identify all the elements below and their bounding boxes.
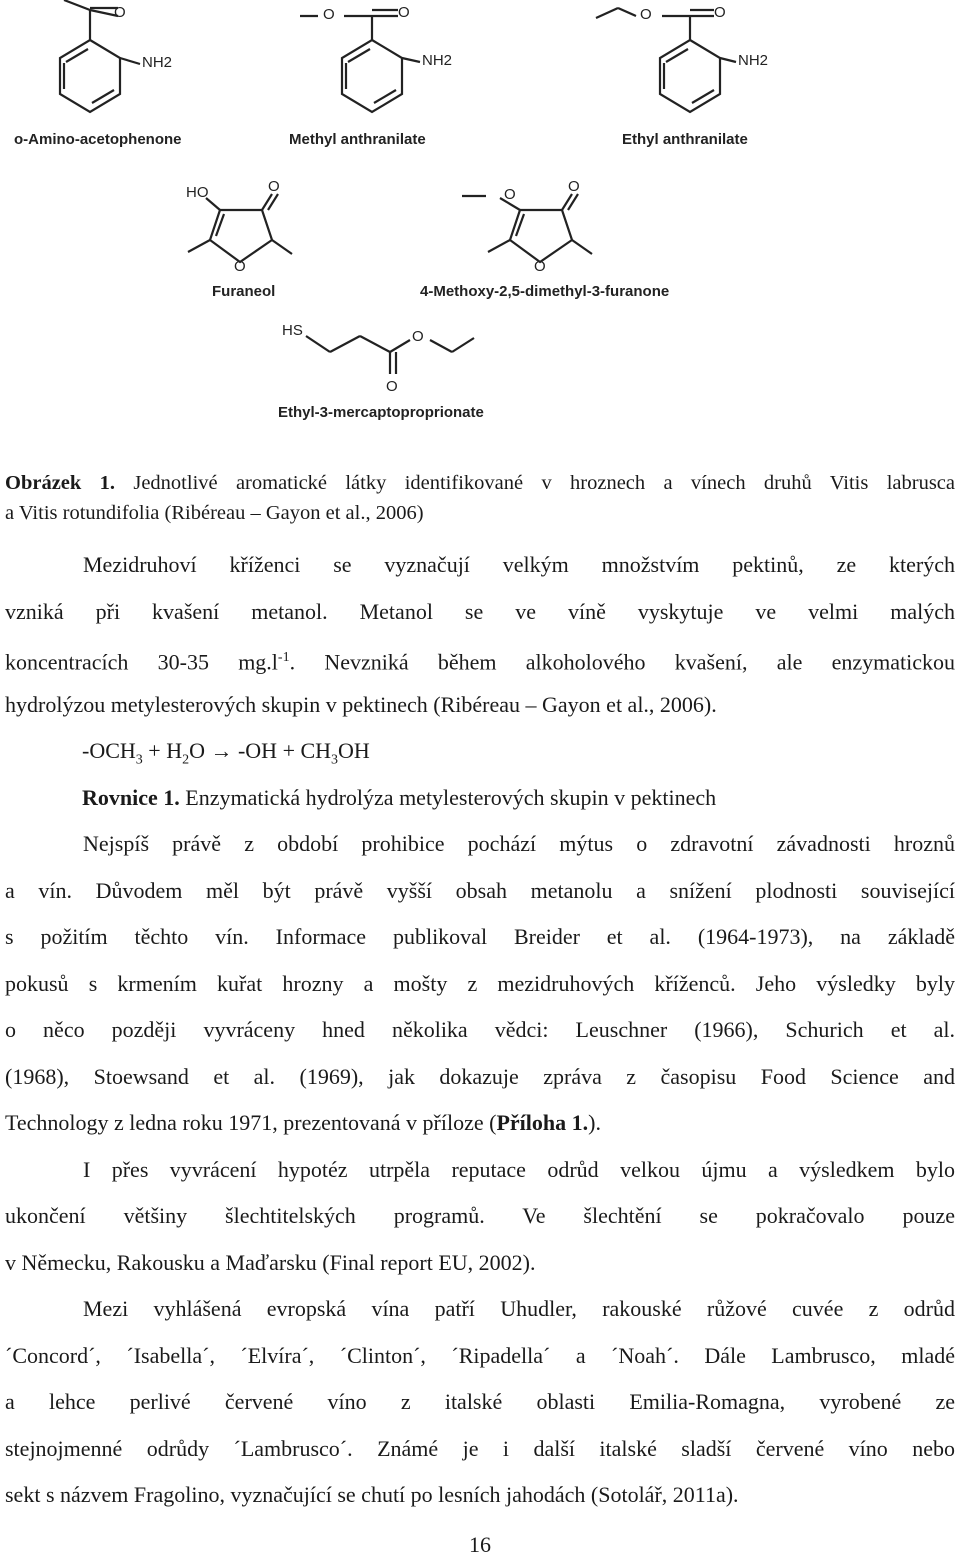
paragraph-4-line-1: Mezi vyhlášená evropská vína patří Uhudler, rakouské růžové cuvée z odrůd [83, 1296, 955, 1321]
subscript: 3 [331, 752, 339, 768]
text-span: . Nevzniká během alkoholového kvašení, ale enzymatickou [289, 649, 955, 675]
subscript: 3 [135, 752, 143, 768]
paragraph-3-line-1: I přes vyvrácení hypotéz utrpěla reputace odrůd velkou újmu a výsledkem bylo [83, 1157, 955, 1182]
compound-name-ethyl-mercaptoproprionate: Ethyl-3-mercaptoproprionate [278, 404, 484, 421]
atom-label: HO [186, 184, 209, 201]
atom-label: O [412, 328, 424, 345]
atom-label: O [386, 378, 398, 395]
paragraph-2-line-4: pokusů s krmením kuřat hrozny a mošty z mezidruhových kříženců. Jeho výsledky byly [5, 971, 955, 996]
paragraph-1-line-2: vzniká při kvašení metanol. Metanol se ve víně vyskytuje ve velmi malých [5, 599, 955, 624]
atom-label: NH2 [142, 54, 173, 71]
page-number: 16 [469, 1532, 491, 1557]
compound-name-o-amino-acetophenone: o-Amino-acetophenone [14, 131, 182, 148]
ethyl-anthranilate-structure [596, 8, 736, 112]
compound-name-ethyl-anthranilate: Ethyl anthranilate [622, 131, 748, 148]
text-span: OH [338, 738, 370, 763]
paragraph-3-line-2: ukončení většiny šlechtitelských programů. Ve šlechtění se pokračovalo pouze [5, 1203, 955, 1228]
paragraph-4-line-4: stejnojmenné odrůdy ´Lambrusco´. Známé je i další italské sladší červené víno nebo [5, 1436, 955, 1461]
paragraph-3-line-3: v Německu, Rakousku a Maďarsku (Final report EU, 2002). [5, 1250, 536, 1275]
atom-label: O [114, 4, 126, 21]
atom-label: O [234, 258, 246, 275]
paragraph-4-line-5: sekt s názvem Fragolino, vyznačující se chutí po lesních jahodách (Sotolář, 2011a). [5, 1482, 739, 1507]
superscript: -1 [277, 650, 290, 665]
paragraph-2-line-2: a vín. Důvodem měl být právě vyšší obsah metanolu a snížení plodnosti související [5, 878, 955, 903]
figure-caption-text: Jednotlivé aromatické látky identifikované v hroznech a vínech druhů Vitis labrusca [133, 472, 955, 494]
atom-label: O [640, 6, 652, 23]
paragraph-1-line-4: hydrolýzou metylesterových skupin v pektinech (Ribéreau – Gayon et al., 2006). [5, 692, 717, 717]
text-span: koncentracích 30-35 mg.l [5, 649, 278, 675]
atom-label: O [398, 4, 410, 21]
compound-name-furaneol: Furaneol [212, 283, 276, 300]
atom-label: HS [282, 322, 303, 339]
text-span: ). [588, 1110, 601, 1135]
paragraph-2-line-6: (1968), Stoewsand et al. (1969), jak dokazuje zpráva z časopisu Food Science and [5, 1064, 955, 1089]
paragraph-4-line-2: ´Concord´, ´Isabella´, ´Elvíra´, ´Clinton´, ´Ripadella´ a ´Noah´. Dále Lambrusco, mladé [5, 1343, 955, 1368]
equation [82, 738, 370, 768]
atom-label: O [534, 258, 546, 275]
text-span: + H [142, 738, 183, 763]
equation-caption [82, 785, 716, 811]
equation-caption-text: Enzymatická hydrolýza metylesterových skupin v pektinech [185, 785, 717, 810]
chemical-structures-figure [0, 0, 960, 440]
methoxy-furanone-structure [462, 194, 592, 262]
figure-caption-line-2: a Vitis rotundifolia (Ribéreau – Gayon et al., 2006) [5, 502, 424, 524]
o-amino-acetophenone-structure [60, 0, 140, 112]
atom-label: NH2 [738, 52, 769, 69]
methyl-anthranilate-structure [300, 10, 420, 112]
equation-label: Rovnice 1. [82, 785, 180, 810]
compound-name-methyl-anthranilate: Methyl anthranilate [289, 131, 426, 148]
paragraph-2-line-7 [5, 1100, 955, 1146]
ethyl-mercaptoproprionate-structure [306, 336, 474, 374]
paragraph-2-line-3: s požitím těchto vín. Informace publikoval Breider et al. (1964-1973), na základě [5, 924, 955, 949]
atom-label: O [568, 178, 580, 195]
atom-label: NH2 [422, 52, 453, 69]
atom-label: O [504, 186, 516, 203]
subscript: 2 [182, 752, 190, 768]
atom-label: O [268, 178, 280, 195]
paragraph-1-line-1: Mezidruhoví kříženci se vyznačují velkým množstvím pektinů, ze kterých [83, 552, 955, 577]
text-span: -OCH [82, 738, 136, 763]
furaneol-structure [188, 194, 292, 262]
figure-caption-label: Obrázek 1. [5, 472, 116, 494]
paragraph-4-line-3: a lehce perlivé červené víno z italské oblasti Emilia-Romagna, vyrobené ze [5, 1389, 955, 1414]
atom-label: O [323, 6, 335, 23]
compound-name-methoxy-furanone: 4-Methoxy-2,5-dimethyl-3-furanone [420, 283, 670, 300]
appendix-reference: Příloha 1. [496, 1110, 589, 1135]
paragraph-2-line-1: Nejspíš právě z období prohibice pochází mýtus o zdravotní závadnosti hroznů [83, 831, 955, 856]
figure-caption-line-1 [5, 469, 955, 498]
atom-label: O [714, 4, 726, 21]
text-span: Technology z ledna roku 1971, prezentovaná v příloze ( [5, 1110, 497, 1135]
paragraph-1-line-3 [5, 635, 955, 685]
text-span: O → -OH + CH [189, 738, 332, 763]
paragraph-2-line-5: o něco později vyvráceny hned několika vědci: Leuschner (1966), Schurich et al. [5, 1017, 955, 1042]
